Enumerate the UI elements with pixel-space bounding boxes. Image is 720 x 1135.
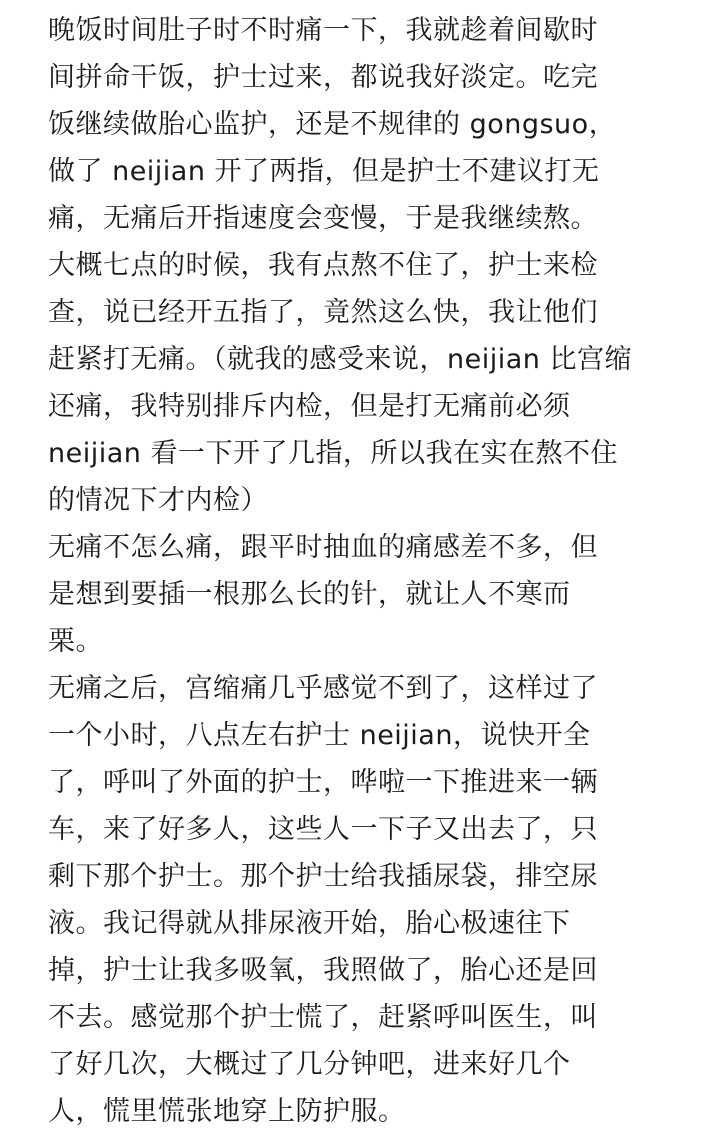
text-line: 赶紧打无痛。（就我的感受来说，neijian 比宫缩 <box>48 344 632 375</box>
text-body <box>48 7 716 1135</box>
text-line: 无痛之后，宫缩痛几乎感觉不到了，这样过了 <box>48 673 598 704</box>
text-line: 是想到要插一根那么长的针，就让人不寒而 <box>48 579 571 610</box>
text-line: 栗。 <box>48 626 103 657</box>
text-line: 无痛不怎么痛，跟平时抽血的痛感差不多，但 <box>48 532 598 563</box>
text-line: 的情况下才内检） <box>48 485 268 516</box>
text-line: 掉，护士让我多吸氧，我照做了，胎心还是回 <box>48 955 598 986</box>
text-line: 剩下那个护士。那个护士给我插尿袋，排空尿 <box>48 861 598 892</box>
text-line: 液。我记得就从排尿液开始，胎心极速往下 <box>48 908 571 939</box>
text-line: 车，来了好多人，这些人一下子又出去了，只 <box>48 814 598 845</box>
text-line: neijian 看一下开了几指，所以我在实在熬不住 <box>48 438 618 469</box>
text-line: 间拼命干饭，护士过来，都说我好淡定。吃完 <box>48 62 598 93</box>
text-line: 查，说已经开五指了，竟然这么快，我让他们 <box>48 297 598 328</box>
text-line: 一个小时，八点左右护士 neijian，说快开全 <box>48 720 591 751</box>
text-line: 饭继续做胎心监护，还是不规律的 gongsuo， <box>48 109 617 140</box>
text-line: 了好几次，大概过了几分钟吧，进来好几个 <box>48 1049 571 1080</box>
text-line: 痛，无痛后开指速度会变慢，于是我继续熬。 <box>48 203 598 234</box>
text-line: 还痛，我特别排斥内检，但是打无痛前必须 <box>48 391 571 422</box>
text-line: 不去。感觉那个护士慌了，赶紧呼叫医生，叫 <box>48 1002 598 1033</box>
text-line: 了，呼叫了外面的护士，哗啦一下推进来一辆 <box>48 767 598 798</box>
text-line: 大概七点的时候，我有点熬不住了，护士来检 <box>48 250 598 281</box>
text-line: 人，慌里慌张地穿上防护服。 <box>48 1096 406 1127</box>
text-line: 晚饭时间肚子时不时痛一下，我就趁着间歇时 <box>48 15 598 46</box>
text-line: 做了 neijian 开了两指，但是护士不建议打无 <box>48 156 600 187</box>
